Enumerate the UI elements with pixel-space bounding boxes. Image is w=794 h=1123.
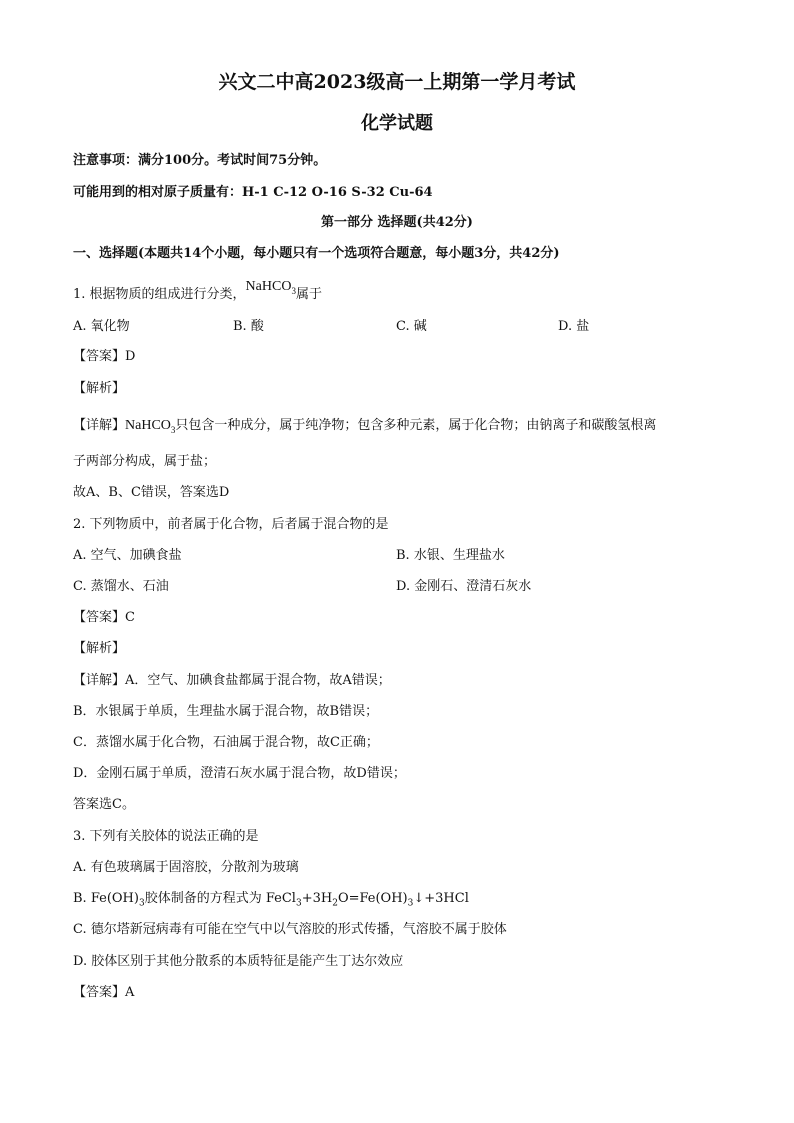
q1-option-c: C. 碱 <box>396 319 427 334</box>
q3-optb-part: B. Fe(OH) <box>73 891 139 906</box>
q2-option-a: A. 空气、加碘食盐 <box>73 548 182 563</box>
part-title: 第一部分 选择题(共42分) <box>321 215 473 230</box>
q3-optb-sub: 3 <box>138 898 145 909</box>
q1-detail-formula-base: NaHCO <box>125 418 171 433</box>
q1-option-b: B. 酸 <box>233 319 264 334</box>
q2-option-c: C. 蒸馏水、石油 <box>73 579 169 594</box>
exam-title: 兴文二中高2023级高一上期第一学月考试 <box>218 71 576 93</box>
q1-answer-value: D <box>125 349 136 364</box>
q3-option-a: A. 有色玻璃属于固溶胶，分散剂为玻璃 <box>73 860 299 875</box>
q2-option-b: B. 水银、生理盐水 <box>396 548 505 563</box>
question-2-stem: 2. 下列物质中，前者属于化合物，后者属于混合物的是 <box>73 517 389 532</box>
detail-label: 【详解】 <box>73 673 126 688</box>
q1-option-a: A. 氧化物 <box>73 319 130 334</box>
q1-formula <box>246 279 296 294</box>
question-1-stem <box>73 279 322 308</box>
q3-answer-value: A <box>125 985 135 1000</box>
q1-detail-formula-sub: 3 <box>170 424 176 435</box>
q2-answer <box>73 609 135 627</box>
section-heading: 一、选择题(本题共14个小题，每小题只有一个选项符合题意，每小题3分，共42分) <box>73 246 560 261</box>
q1-detail-line-2: 子两部分构成，属于盐； <box>73 454 217 469</box>
q3-option-b <box>73 890 469 913</box>
q1-detail-line-1 <box>73 417 656 439</box>
q1-answer <box>73 348 135 366</box>
q2-detail-line-1 <box>73 672 391 690</box>
q3-optb-part: 胶体制备的方程式为 FeCl <box>144 891 296 906</box>
q3-option-c: C. 德尔塔新冠病毒有可能在空气中以气溶胶的形式传播，气溶胶不属于胶体 <box>73 922 507 937</box>
notice-line: 注意事项：满分100分。考试时间75分钟。 <box>73 153 327 168</box>
q3-optb-sub: 2 <box>332 898 338 909</box>
q2-option-d: D. 金刚石、澄清石灰水 <box>396 579 532 594</box>
answer-label: 【答案】 <box>73 349 126 364</box>
q2-answer-value: C <box>125 610 135 625</box>
q3-optb-part: ↓+3HCl <box>413 891 469 906</box>
q1-formula-base: NaHCO <box>245 279 292 294</box>
q1-analysis-label: 【解析】 <box>73 381 126 396</box>
q2-detail-line-4: D．金刚石属于单质，澄清石灰水属于混合物，故D错误； <box>73 766 406 781</box>
q3-optb-part: O=Fe(OH) <box>337 891 408 906</box>
q1-detail-formula <box>125 418 175 433</box>
q3-optb-part: +3H <box>301 891 333 906</box>
q1-detail-text: 只包含一种成分，属于纯净物；包含多种元素，属于化合物；由钠离子和碳酸氢根离 <box>175 418 657 433</box>
q1-option-d: D. 盐 <box>558 319 590 334</box>
q3-option-d: D. 胶体区别于其他分散系的本质特征是能产生丁达尔效应 <box>73 954 404 969</box>
detail-label: 【详解】 <box>73 418 126 433</box>
q3-optb-sub: 3 <box>407 898 414 909</box>
answer-label: 【答案】 <box>73 610 126 625</box>
q2-detail-text: A．空气、加碘食盐都属于混合物，故A错误； <box>125 673 391 688</box>
q1-stem-prefix: 1. 根据物质的组成进行分类， <box>73 287 246 302</box>
q2-analysis-label: 【解析】 <box>73 641 126 656</box>
q1-formula-sub: 3 <box>291 285 296 296</box>
q3-answer <box>73 984 134 1002</box>
q1-detail-line-3: 故A、B、C错误，答案选D <box>73 485 230 500</box>
q2-detail-line-3: C．蒸馏水属于化合物，石油属于混合物，故C正确； <box>73 735 379 750</box>
question-3-stem: 3. 下列有关胶体的说法正确的是 <box>73 829 259 844</box>
q3-optb-sub: 3 <box>295 898 302 909</box>
q1-stem-suffix: 属于 <box>295 287 322 302</box>
answer-label: 【答案】 <box>73 985 126 1000</box>
exam-subtitle: 化学试题 <box>361 113 433 134</box>
atomic-mass-line: 可能用到的相对原子质量有：H-1 C-12 O-16 S-32 Cu-64 <box>73 185 433 200</box>
q2-detail-line-2: B．水银属于单质，生理盐水属于混合物，故B错误； <box>73 704 379 719</box>
q2-detail-line-5: 答案选C。 <box>73 797 135 812</box>
